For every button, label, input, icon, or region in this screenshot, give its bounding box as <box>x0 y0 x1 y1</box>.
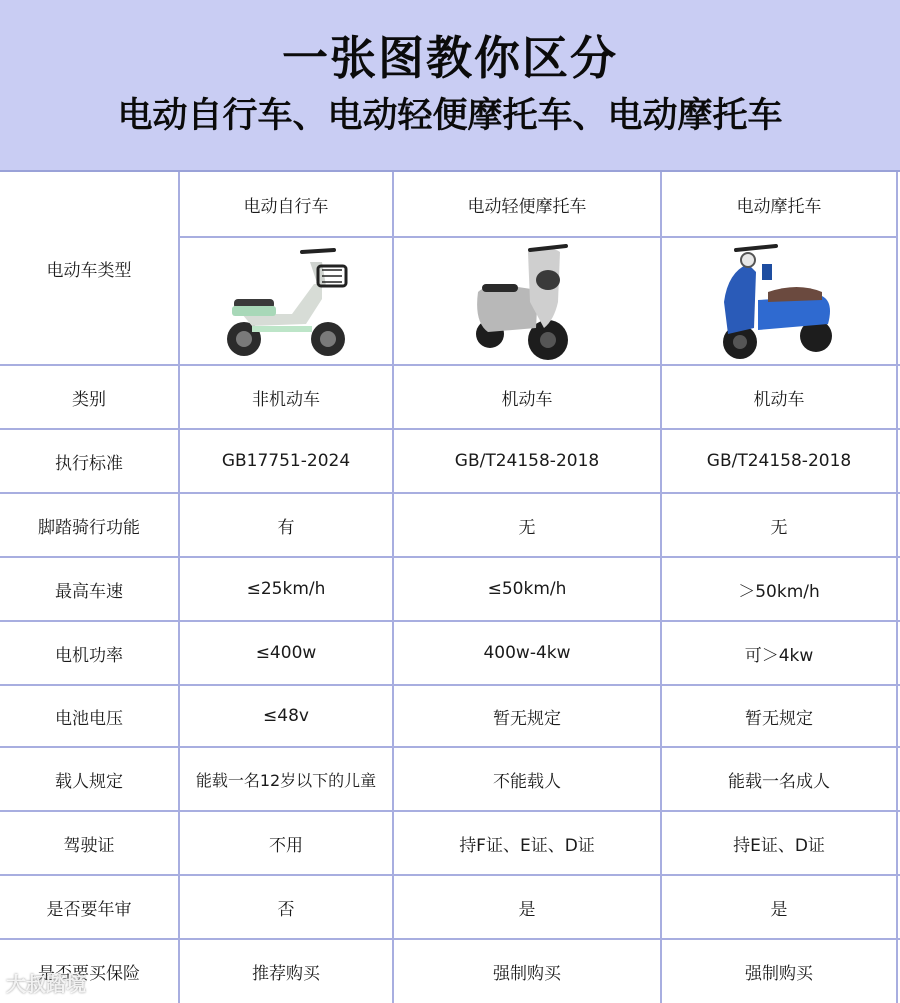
table-cell: GB17751-2024 <box>221 451 351 471</box>
table-cell: GB/T24158-2018 <box>454 451 600 471</box>
row-label: 脚踏骑行功能 <box>38 517 140 538</box>
row-label: 类别 <box>72 389 106 410</box>
table-cell: 不用 <box>269 835 303 856</box>
table-cell: 400w-4kw <box>483 643 571 663</box>
table-cell: ＞50km/h <box>738 581 820 602</box>
table-cell: 能载一名成人 <box>728 771 830 792</box>
table-cell: 可＞4kw <box>744 645 814 666</box>
row-label: 执行标准 <box>55 453 123 474</box>
table-cell: 推荐购买 <box>252 963 320 984</box>
table-cell: 无 <box>518 517 536 538</box>
row-label: 最高车速 <box>55 581 123 602</box>
table-cell: 暂无规定 <box>745 708 813 729</box>
table-cell: 否 <box>277 899 295 920</box>
electric-moped-image <box>468 242 588 364</box>
table-cell: 持F证、E证、D证 <box>459 835 595 856</box>
row-label: 电池电压 <box>55 708 123 729</box>
page-subtitle: 电动自行车、电动轻便摩托车、电动摩托车 <box>117 96 783 136</box>
table-cell: 强制购买 <box>745 963 813 984</box>
comparison-table <box>0 172 900 1003</box>
watermark: 大叔踏境 <box>6 972 86 996</box>
electric-bicycle-image <box>222 244 352 362</box>
table-cell: ≤50km/h <box>487 579 567 599</box>
table-cell: ≤48v <box>263 706 309 726</box>
column-header-e-motorcycle: 电动摩托车 <box>736 196 822 217</box>
table-cell: 非机动车 <box>252 389 320 410</box>
column-header-e-moped: 电动轻便摩托车 <box>467 196 587 217</box>
table-cell: ≤25km/h <box>246 579 326 599</box>
table-cell: 有 <box>277 517 295 538</box>
table-cell: GB/T24158-2018 <box>706 451 852 471</box>
header-banner <box>0 0 900 172</box>
table-cell: 持E证、D证 <box>733 835 825 856</box>
table-cell: 强制购买 <box>493 963 561 984</box>
page-title: 一张图教你区分 <box>282 31 618 85</box>
table-cell: 机动车 <box>753 389 805 410</box>
table-cell: 暂无规定 <box>493 708 561 729</box>
row-label: 是否要买保险 <box>38 963 140 984</box>
type-label: 电动车类型 <box>46 260 132 281</box>
table-cell: 是 <box>518 899 536 920</box>
column-header-e-bicycle: 电动自行车 <box>243 196 329 217</box>
table-cell: ≤400w <box>255 643 317 663</box>
row-label: 是否要年审 <box>46 899 132 920</box>
table-cell: 是 <box>770 899 788 920</box>
electric-motorcycle-image <box>718 242 838 364</box>
row-label: 电机功率 <box>55 645 123 666</box>
table-cell: 不能载人 <box>493 771 561 792</box>
row-label: 驾驶证 <box>63 835 115 856</box>
table-cell: 无 <box>770 517 788 538</box>
row-label: 载人规定 <box>55 771 123 792</box>
table-cell: 能载一名12岁以下的儿童 <box>195 770 377 790</box>
table-cell: 机动车 <box>501 389 553 410</box>
